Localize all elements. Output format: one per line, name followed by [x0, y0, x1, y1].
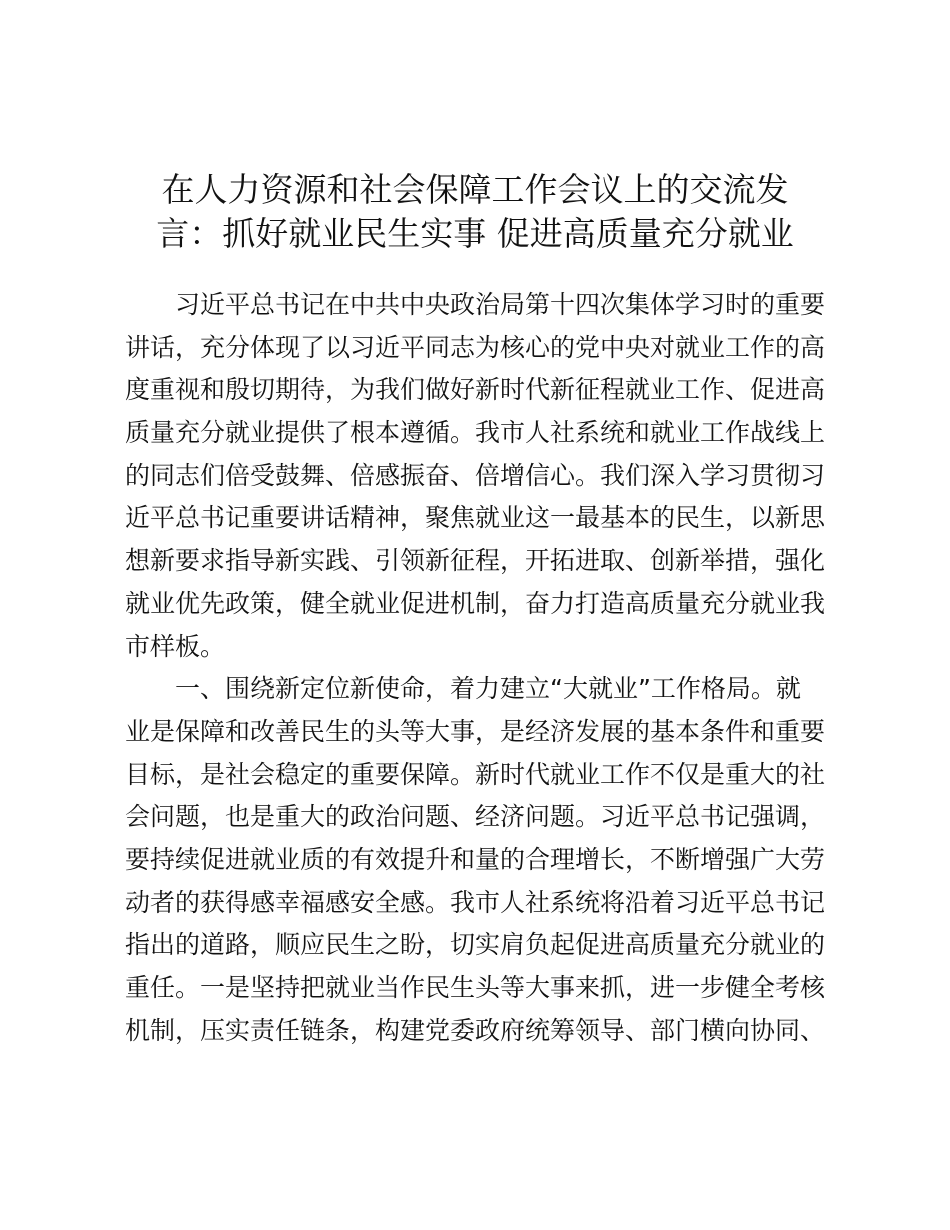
paragraph-2-line-1: 一、围绕新定位新使命，着力建立“大就业”工作格局。就: [175, 674, 801, 704]
document-title: [125, 168, 825, 256]
paragraph-1-line-1: 习近平总书记在中共中央政治局第十四次集体学习时的重要: [175, 290, 826, 319]
paragraph-2-line-6: 动者的获得感幸福感安全感。我市人社系统将沿着习近平总书记: [125, 887, 826, 917]
title-line-2: 言：抓好就业民生实事 促进高质量充分就业: [156, 214, 794, 253]
paragraph-2-line-4: 会问题，也是重大的政治问题、经济问题。习近平总书记强调，: [125, 802, 826, 832]
paragraph-1-line-8: 就业优先政策，健全就业促进机制，奋力打造高质量充分就业我: [125, 588, 826, 618]
paragraph-2-line-9: 机制，压实责任链条，构建党委政府统筹领导、部门横向协同、: [125, 1015, 826, 1045]
title-line-1: 在人力资源和社会保障工作会议上的交流发: [161, 170, 789, 209]
paragraph-1-line-4: 质量充分就业提供了根本遵循。我市人社系统和就业工作战线上: [125, 418, 826, 448]
document-body: [125, 284, 825, 1052]
paragraph-2-line-8: 重任。一是坚持把就业当作民生头等大事来抓，进一步健全考核: [125, 973, 826, 1002]
paragraph-1-line-5: 的同志们倍受鼓舞、倍感振奋、倍增信心。我们深入学习贯彻习: [125, 460, 826, 490]
paragraph-2-line-7: 指出的道路，顺应民生之盼，切实肩负起促进高质量充分就业的: [125, 930, 826, 960]
paragraph-2-line-5: 要持续促进就业质的有效提升和量的合理增长，不断增强广大劳: [125, 844, 826, 874]
paragraph-2-line-3: 目标，是社会稳定的重要保障。新时代就业工作不仅是重大的社: [125, 759, 826, 789]
paragraph-1-line-2: 讲话，充分体现了以习近平同志为核心的党中央对就业工作的高: [125, 332, 826, 362]
paragraph-1-line-6: 近平总书记重要讲话精神，聚焦就业这一最基本的民生，以新思: [125, 503, 826, 533]
paragraph-1-line-3: 度重视和殷切期待，为我们做好新时代新征程就业工作、促进高: [125, 375, 826, 405]
paragraph-1-line-7: 想新要求指导新实践、引领新征程，开拓进取、创新举措，强化: [125, 546, 826, 576]
paragraph-2-line-2: 业是保障和改善民生的头等大事，是经济发展的基本条件和重要: [125, 716, 826, 746]
paragraph-1-line-9: 市样板。: [125, 631, 226, 661]
